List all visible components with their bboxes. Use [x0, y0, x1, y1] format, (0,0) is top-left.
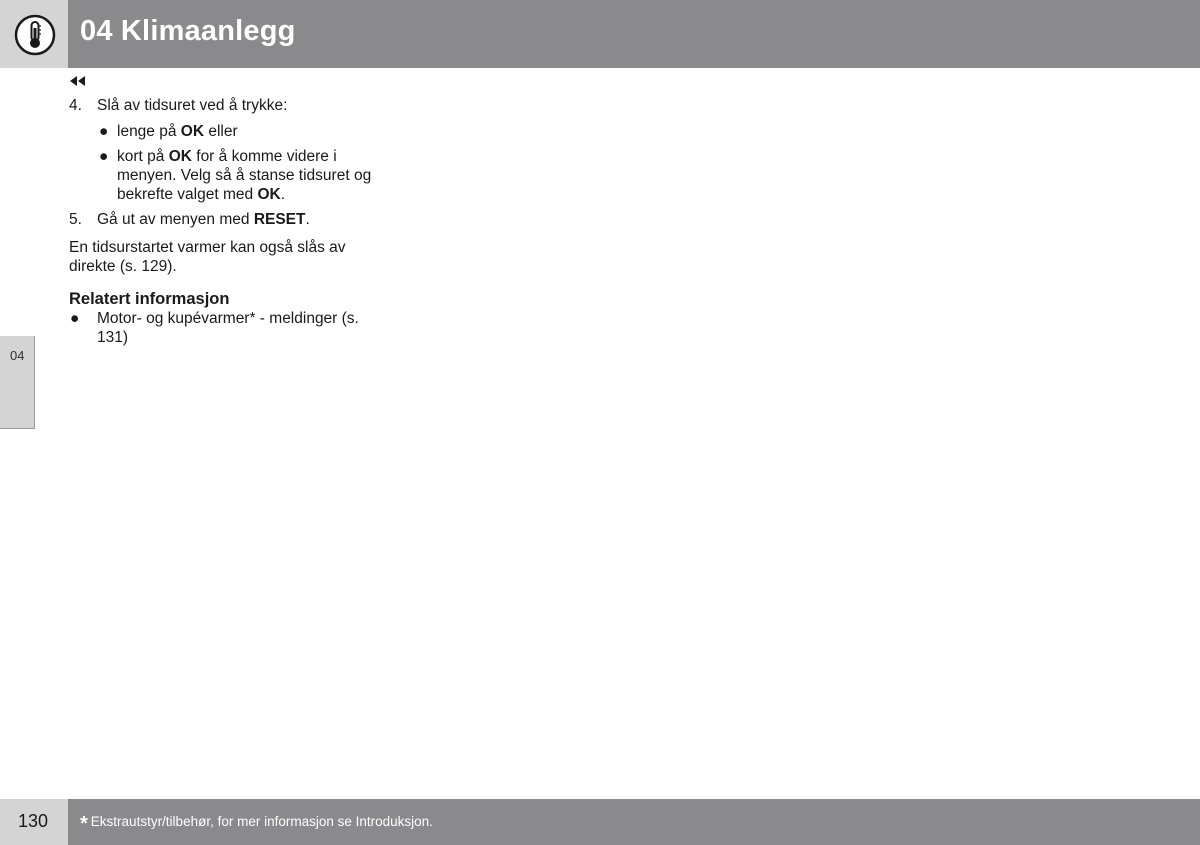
option-text: kort på — [117, 148, 169, 165]
ok-key-label: OK — [168, 148, 192, 165]
ok-key-label: OK — [257, 186, 281, 203]
reset-key-label: RESET — [253, 211, 306, 228]
related-link[interactable] — [69, 309, 389, 347]
related-link-text[interactable]: Motor- og kupévarmer* - meldinger (s. 131) — [97, 310, 359, 346]
option-text: lenge på — [117, 123, 181, 140]
footnote — [80, 813, 433, 836]
page-number: 130 — [18, 811, 49, 831]
step-text: . — [305, 211, 310, 228]
chapter-icon-box — [0, 0, 68, 68]
info-paragraph: En tidsurstartet varmer kan også slås av direkte (s. 129). — [69, 239, 346, 275]
page-number-box — [0, 799, 68, 845]
step-4 — [69, 96, 389, 115]
footnote-text: Ekstrautstyr/tilbehør, for mer informasjon se Introduksjon. — [90, 814, 433, 829]
option-text: eller — [204, 123, 238, 140]
side-tab-label: 04 — [10, 348, 25, 363]
header-bar — [68, 0, 1200, 68]
step-4-options — [69, 122, 389, 204]
step-number: 5. — [69, 211, 82, 228]
option-text: for å komme videre i menyen. Velg så å stanse tidsuret og bekrefte valget med — [117, 148, 372, 203]
step-text: Slå av tidsuret ved å trykke: — [97, 97, 288, 114]
list-item — [69, 122, 389, 141]
asterisk-icon: * — [80, 813, 88, 835]
step-text: Gå ut av menyen med — [97, 211, 254, 228]
thermometer-icon — [14, 14, 56, 56]
double-left-arrow-icon[interactable] — [69, 75, 87, 87]
related-heading: Relatert informasjon — [69, 290, 230, 308]
step-5 — [69, 210, 389, 229]
chapter-title: 04 Klimaanlegg — [80, 15, 296, 47]
main-content — [69, 96, 389, 347]
chapter-side-tab — [0, 336, 35, 429]
option-text: . — [280, 186, 286, 203]
bullet-icon: ● — [70, 310, 80, 327]
bullet-icon: ● — [99, 148, 109, 165]
list-item — [69, 147, 389, 204]
bullet-icon: ● — [99, 123, 109, 140]
ok-key-label: OK — [180, 123, 205, 140]
step-number: 4. — [69, 97, 82, 114]
footer-bar — [68, 799, 1200, 845]
